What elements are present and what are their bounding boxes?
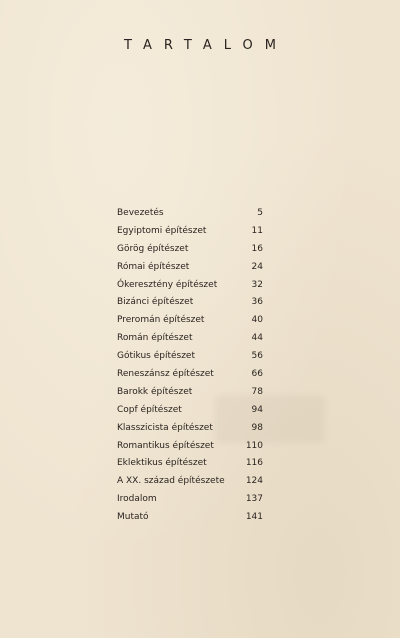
- toc-entry-title: Mutató: [117, 512, 149, 523]
- toc-entry: [117, 294, 263, 312]
- toc-entry: [117, 455, 263, 473]
- toc-entry: [117, 473, 263, 491]
- toc-entry-title: Egyiptomi építészet: [117, 225, 207, 236]
- toc-entry: [117, 312, 263, 330]
- toc-entry-page: 141: [245, 512, 263, 523]
- toc-entry: [117, 259, 263, 277]
- toc-entry-page: 11: [251, 225, 263, 236]
- toc-entry-title: Bizánci építészet: [117, 297, 194, 308]
- toc-entry: [117, 384, 263, 402]
- toc-entry-title: Görög építészet: [117, 243, 189, 254]
- toc-entry-title: Irodalom: [117, 494, 157, 505]
- toc-entry-title: Eklektikus építészet: [117, 458, 207, 469]
- toc-entry-page: 98: [251, 422, 263, 433]
- toc-entry-title: Klasszicista építészet: [117, 422, 213, 433]
- toc-entry-page: 5: [257, 208, 263, 218]
- toc-entry: [117, 330, 263, 348]
- toc-entry-page: 78: [251, 386, 263, 397]
- toc-entry-page: 137: [245, 494, 263, 505]
- toc-entry-page: 36: [251, 297, 263, 308]
- toc-entry: [117, 205, 263, 223]
- toc-entry-page: 24: [251, 261, 263, 272]
- toc-entry-title: Ókeresztény építészet: [117, 279, 218, 290]
- table-of-contents: [117, 205, 263, 527]
- toc-entry: [117, 509, 263, 527]
- toc-entry-title: Romantikus építészet: [117, 440, 214, 451]
- toc-entry-title: Copf építészet: [117, 404, 182, 415]
- toc-entry-title: Reneszánsz építészet: [117, 369, 214, 380]
- toc-entry: [117, 402, 263, 420]
- toc-entry: [117, 438, 263, 456]
- toc-entry: [117, 223, 263, 241]
- toc-entry: [117, 491, 263, 509]
- toc-entry-page: 44: [251, 333, 263, 344]
- toc-entry: [117, 348, 263, 366]
- toc-entry-page: 116: [245, 458, 263, 469]
- toc-entry-page: 110: [245, 440, 263, 451]
- toc-entry-title: Preromán építészet: [117, 315, 205, 326]
- toc-entry-page: 56: [251, 351, 263, 362]
- toc-entry-title: A XX. század építészete: [117, 476, 225, 487]
- toc-entry-page: 94: [251, 404, 263, 415]
- page-title: TARTALOM: [124, 38, 288, 53]
- toc-entry: [117, 241, 263, 259]
- toc-entry-title: Barokk építészet: [117, 386, 193, 397]
- toc-entry: [117, 420, 263, 438]
- toc-entry-title: Román építészet: [117, 333, 193, 344]
- toc-entry-page: 16: [251, 243, 263, 254]
- toc-entry-page: 32: [251, 279, 263, 290]
- toc-entry-title: Római építészet: [117, 261, 190, 272]
- toc-entry-page: 124: [245, 476, 263, 487]
- toc-entry: [117, 366, 263, 384]
- toc-entry-page: 40: [251, 315, 263, 326]
- toc-entry-page: 66: [251, 369, 263, 380]
- toc-entry: [117, 277, 263, 295]
- toc-entry-title: Bevezetés: [117, 208, 164, 218]
- toc-entry-title: Gótikus építészet: [117, 351, 195, 362]
